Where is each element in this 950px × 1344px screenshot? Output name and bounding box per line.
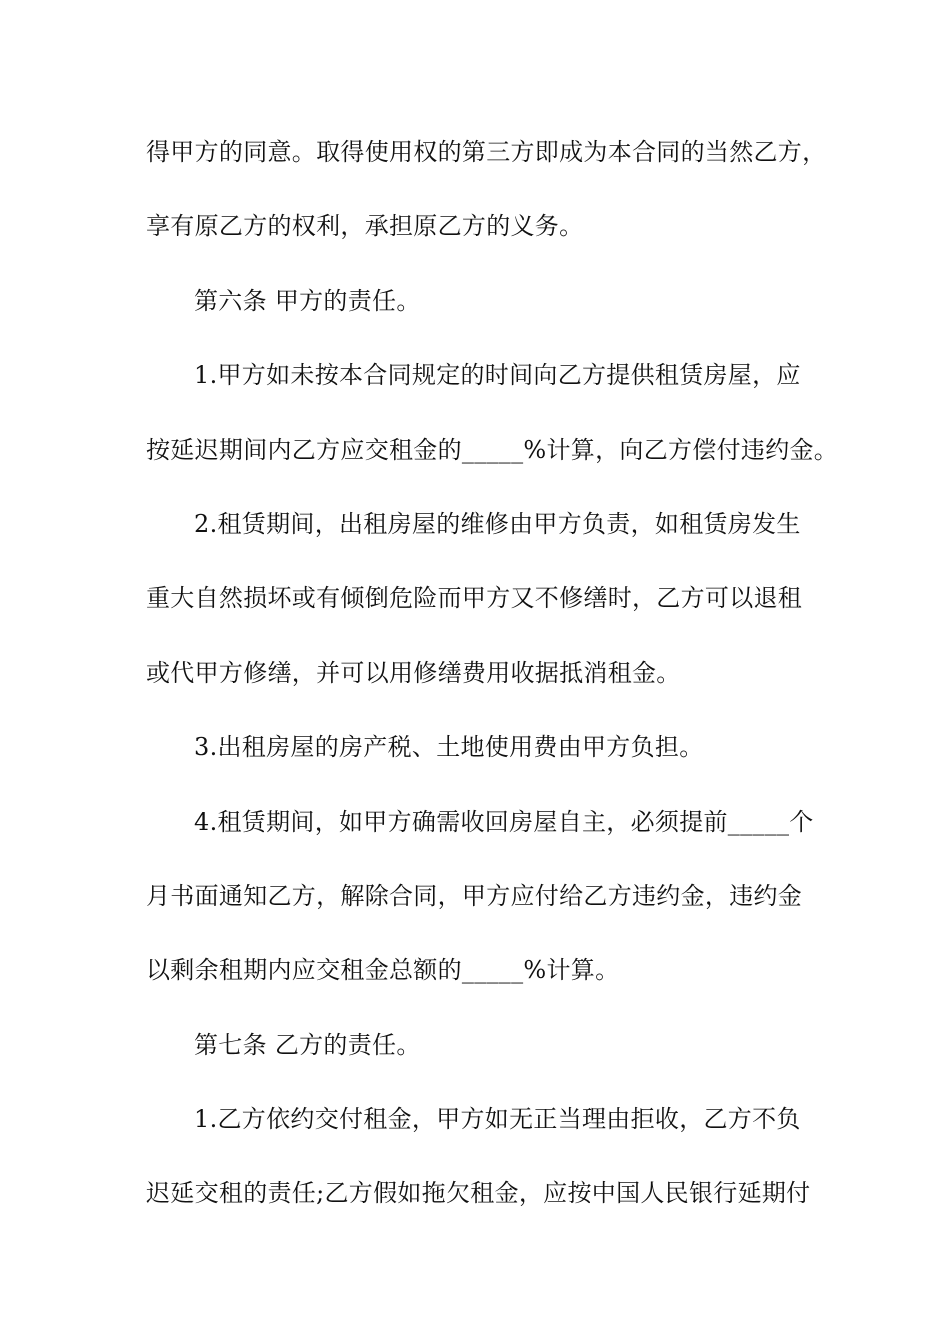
text-line-6: 2.租赁期间，出租房屋的维修由甲方负责，如租赁房发生 bbox=[194, 509, 801, 538]
text-line-15: 迟延交租的责任;乙方假如拖欠租金，应按中国人民银行延期付 bbox=[146, 1179, 811, 1208]
text-line-14: 1.乙方依约交付租金，甲方如无正当理由拒收，乙方不负 bbox=[194, 1105, 801, 1134]
text-line-5: 按延迟期间内乙方应交租金的_____%计算，向乙方偿付违约金。 bbox=[146, 435, 839, 464]
document-body bbox=[146, 126, 839, 1242]
text-line-11: 月书面通知乙方，解除合同，甲方应付给乙方违约金，违约金 bbox=[146, 881, 803, 910]
section-heading-6: 第六条 甲方的责任。 bbox=[194, 286, 421, 315]
section-heading-7: 第七条 乙方的责任。 bbox=[194, 1030, 421, 1059]
text-line-10: 4.租赁期间，如甲方确需收回房屋自主，必须提前_____个 bbox=[194, 807, 814, 836]
text-line-9: 3.出租房屋的房产税、土地使用费由甲方负担。 bbox=[194, 733, 704, 762]
text-line-7: 重大自然损坏或有倾倒危险而甲方又不修缮时，乙方可以退租 bbox=[146, 584, 803, 613]
text-line-8: 或代甲方修缮，并可以用修缮费用收据抵消租金。 bbox=[146, 658, 681, 687]
text-line-1: 得甲方的同意。取得使用权的第三方即成为本合同的当然乙方， bbox=[146, 138, 827, 166]
text-line-2: 享有原乙方的权利，承担原乙方的义务。 bbox=[146, 212, 584, 241]
text-line-12: 以剩余租期内应交租金总额的_____%计算。 bbox=[146, 956, 620, 985]
text-line-4: 1.甲方如未按本合同规定的时间向乙方提供租赁房屋，应 bbox=[194, 361, 801, 390]
